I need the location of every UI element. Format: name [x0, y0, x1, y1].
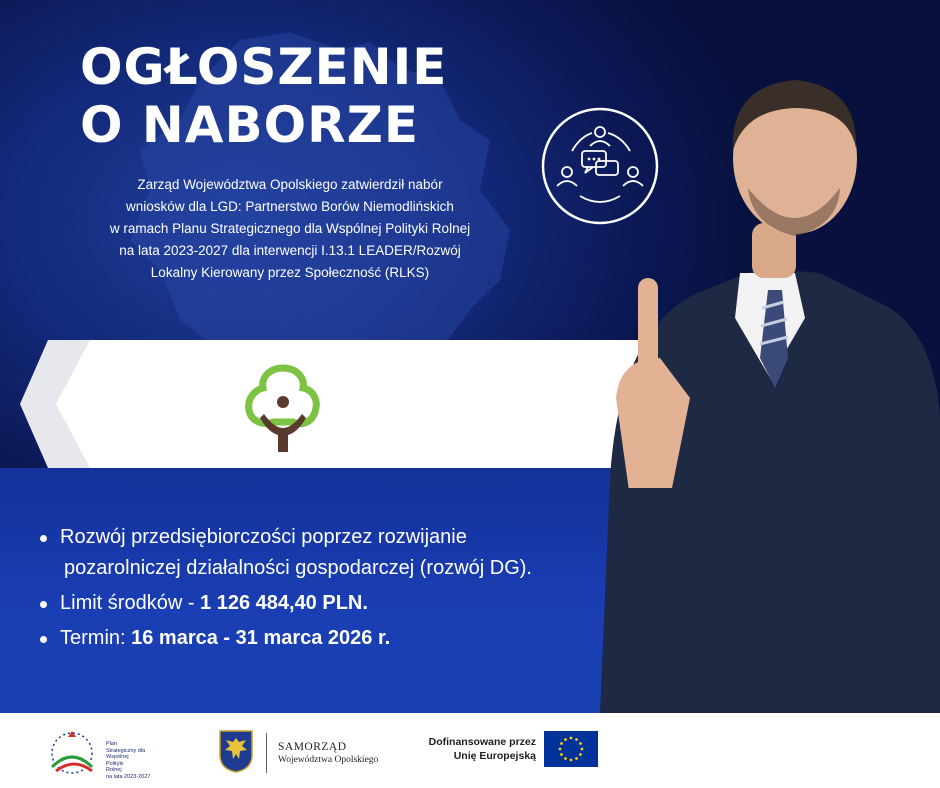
- eu-text-line-1: Dofinansowane przez: [428, 736, 536, 748]
- bullet-dot: [40, 535, 47, 542]
- footer-logo-bar: [0, 713, 940, 788]
- logo-divider: [266, 733, 267, 773]
- samorzad-title: SAMORZĄD: [278, 741, 347, 753]
- intro-line: Zarząd Województwa Opolskiego zatwierdził nabór: [137, 177, 443, 192]
- samorzad-logo: [218, 727, 418, 779]
- eu-cofinancing-logo: [420, 731, 610, 771]
- bullet-item-scope: [40, 522, 532, 584]
- psp-text-line: Rolnej: [106, 767, 122, 773]
- eu-text-line-2: Unię Europejską: [453, 750, 536, 762]
- title-line-1: OGŁOSZENIE: [80, 38, 448, 96]
- title-line-2: O NABORZE: [80, 96, 419, 154]
- psp-text-line: na lata 2023-2027: [106, 773, 151, 780]
- bullet-list: [40, 522, 532, 658]
- page-title: [80, 38, 447, 154]
- psp-text-line: Wspólnej: [106, 754, 129, 760]
- eu-flag-icon: [544, 731, 598, 767]
- psp-logo-text: [106, 741, 166, 780]
- opole-eagle-crest-icon: [218, 729, 254, 773]
- bullet-text: Rozwój przedsiębiorczości poprzez rozwijanie: [60, 526, 467, 548]
- bullet-item-limit: [40, 588, 532, 619]
- bullet-dot: [40, 636, 47, 643]
- psp-text-line: Polityki: [106, 760, 124, 767]
- logo-ribbon-banner: [0, 340, 680, 468]
- deadline-value: 16 marca - 31 marca 2026 r.: [131, 627, 391, 649]
- businessman-photo: [590, 58, 940, 713]
- psp-emblem-icon: [46, 727, 102, 777]
- samorzad-subtitle: Województwa Opolskiego: [278, 755, 379, 765]
- intro-line: Lokalny Kierowany przez Społeczność (RLKS): [150, 265, 430, 280]
- bullet-text-continued: pozarolniczej działalności gospodarczej (rozwój DG).: [64, 557, 532, 579]
- psp-logo: [46, 727, 186, 780]
- psp-text-line: Strategiczny dla: [106, 747, 146, 754]
- bullet-item-deadline: [40, 623, 532, 654]
- intro-line: w ramach Planu Strategicznego dla Wspólnej Polityki Rolnej: [109, 221, 471, 236]
- funds-limit-value: 1 126 484,40 PLN.: [200, 592, 368, 614]
- intro-text: [60, 174, 520, 284]
- intro-line: wniosków dla LGD: Partnerstwo Borów Niemodlińskich: [126, 199, 454, 214]
- tree-person-logo-icon: [236, 360, 330, 454]
- bullet-label: Limit środków -: [60, 592, 201, 614]
- bullet-dot: [40, 601, 47, 608]
- intro-line: na lata 2023-2027 dla interwencji I.13.1 LEADER/Rozwój: [119, 243, 461, 258]
- bullet-label: Termin:: [60, 627, 132, 649]
- eu-text: [420, 735, 536, 763]
- psp-text-line: Plan: [106, 741, 118, 747]
